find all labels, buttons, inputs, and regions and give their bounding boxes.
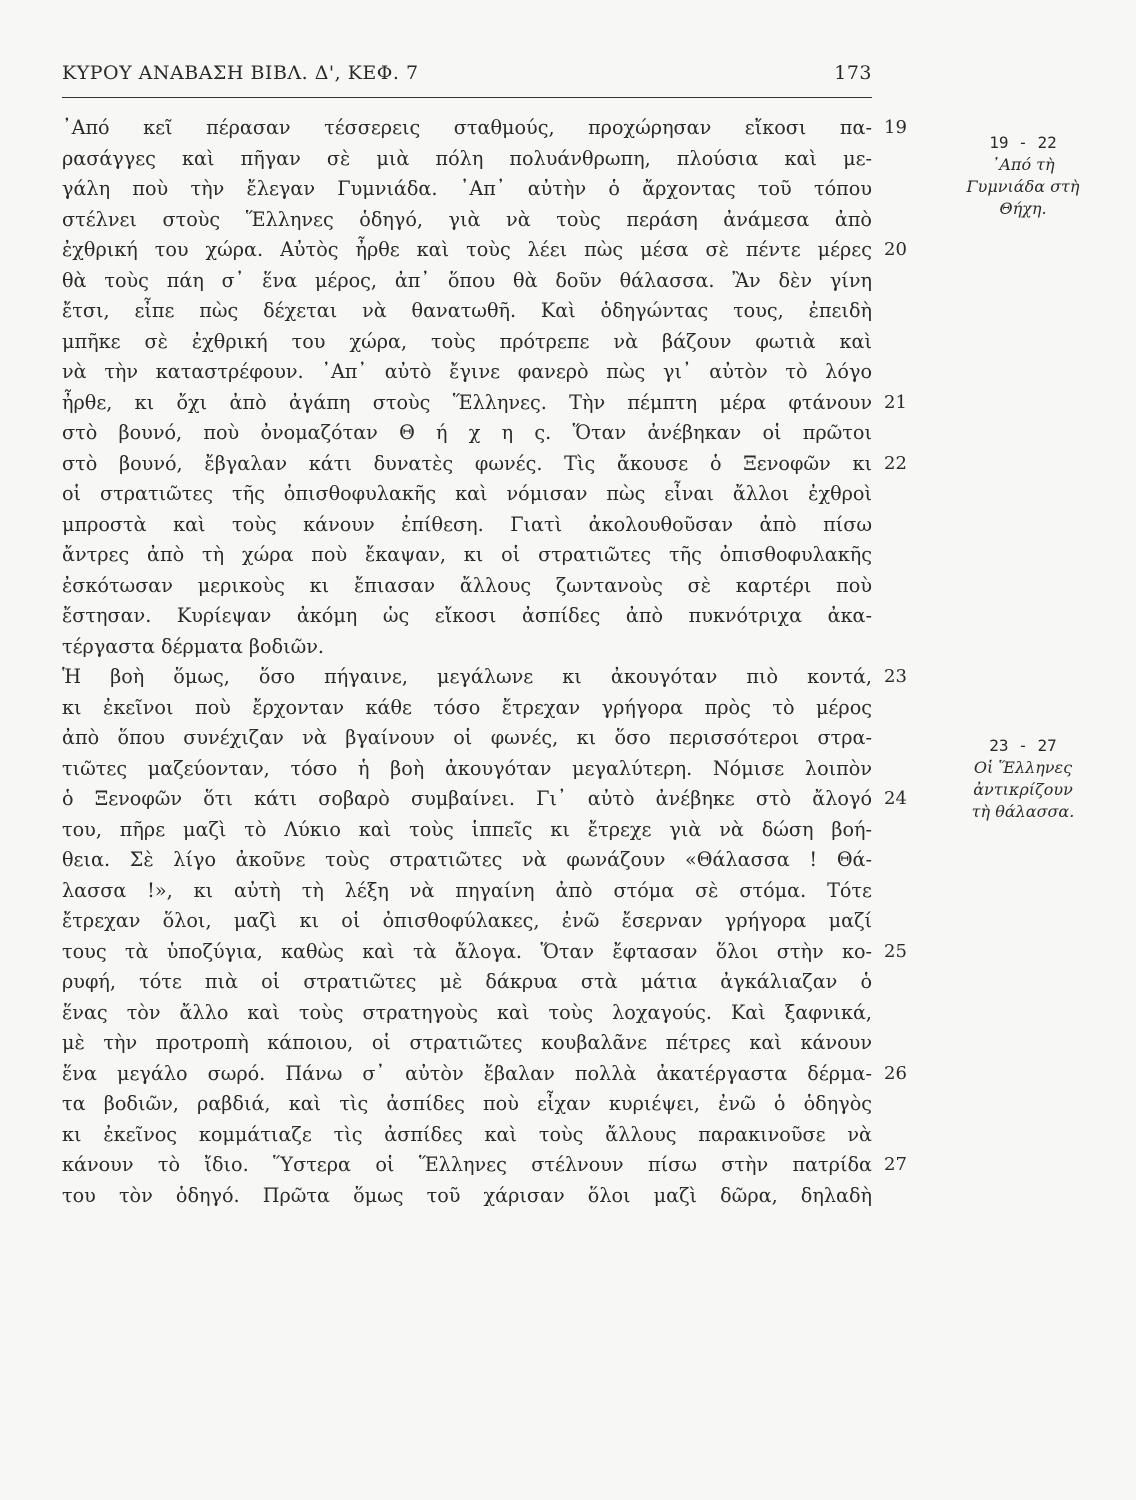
line-text: ἔτρεχαν ὅλοι, μαζὶ κι οἱ ὀπισθοφύλακες, ἐνῶ ἔσερναν γρήγορα μαζί [62,909,872,932]
section-number: 21 [884,391,907,413]
text-line [62,388,907,419]
line-text: στὸ βουνό, ἔβγαλαν κάτι δυνατὲς φωνές. Τὶς ἄκουσε ὁ Ξενοφῶν κι [62,451,872,475]
page-number: 173 [834,62,872,84]
running-title: ΚΥΡΟΥ ΑΝΑΒΑΣΗ ΒΙΒΛ. Δ', ΚΕΦ. 7 [62,62,419,84]
text-line [62,1028,872,1059]
line-text: ὁ Ξενοφῶν ὅτι κάτι σοβαρὸ συμβαίνει. Γι᾿ αὐτὸ ἀνέβηκε στὸ ἄλογό [62,787,872,810]
section-number: 26 [884,1062,907,1084]
margin-note-caption-line: ἀντικρίζουν [973,780,1073,799]
section-number: 27 [884,1154,907,1175]
section-number: 23 [884,666,907,687]
main-text [62,113,907,1211]
margin-note-1 [928,132,1118,220]
line-text: κι ἐκεῖνοι ποὺ ἔρχονταν κάθε τόσο ἔτρεχαν γρήγορα πρὸς τὸ μέρος [62,695,872,719]
text-line [62,418,872,449]
line-text: ρασάγγες καὶ πῆγαν σὲ μιὰ πόλη πολυάνθρωπη, πλούσια καὶ με- [62,146,872,170]
text-line [62,449,907,480]
line-text: ἦρθε, κι ὄχι ἀπὸ ἀγάπη στοὺς Ἕλληνες. Τὴν πέμπτη μέρα φτάνουν [62,390,872,414]
text-line [62,845,872,876]
line-text: τα βοδιῶν, ραβδιά, καὶ τὶς ἀσπίδες ποὺ εἶχαν κυριέψει, ἐνῶ ὁ ὁδηγὸς [62,1092,872,1115]
line-text: του, πῆρε μαζὶ τὸ Λύκιο καὶ τοὺς ἱππεῖς κι ἔτρεχε γιὰ νὰ δώση βοή- [62,817,872,841]
line-text: κι ἐκεῖνος κομμάτιαζε τὶς ἀσπίδες καὶ τοὺς ἄλλους παρακινοῦσε νὰ [62,1122,872,1146]
line-text: Ἡ βοὴ ὅμως, ὅσο πήγαινε, μεγάλωνε κι ἀκουγόταν πιὸ κοντά, [62,665,872,688]
margin-note-caption-line: Θήχη. [999,199,1047,218]
text-line [62,662,907,693]
line-text: ἀπὸ ὅπου συνέχιζαν νὰ βγαίνουν οἱ φωνές, κι ὅσο περισσότεροι στρα- [62,726,872,749]
margin-note-caption-line: τὴ θάλασσα. [971,802,1075,821]
text-line [62,357,872,388]
section-number: 22 [884,452,907,474]
line-text: τους τὰ ὑποζύγια, καθὼς καὶ τὰ ἄλογα. Ὅταν ἔφτασαν ὅλοι στὴν κο- [62,939,872,963]
margin-note-range: 19 - 22 [989,133,1057,152]
line-text: ἐσκότωσαν μερικοὺς κι ἔπιασαν ἄλλους ζωντανοὺς σὲ καρτέρι ποὺ [62,573,872,597]
line-text: στὸ βουνό, ποὺ ὀνομαζόταν Θ ή χ η ς. Ὅταν ἀνέβηκαν οἱ πρῶτοι [62,421,872,444]
line-text: λασσα !», κι αὐτὴ τὴ λέξη νὰ πηγαίνη ἀπὸ στόμα σὲ στόμα. Τότε [62,878,872,902]
margin-note-caption-line: ᾿Από τὴ [991,155,1055,174]
text-line [62,1120,872,1151]
section-number: 19 [884,117,907,138]
text-line [62,1181,872,1212]
text-line [62,479,872,510]
text-line [62,205,872,236]
margin-note-2 [928,735,1118,823]
line-text: μὲ τὴν προτροπὴ κάποιου, οἱ στρατιῶτες κουβαλᾶνε πέτρες καὶ κάνουν [62,1031,872,1054]
text-line [62,327,872,358]
text-line [62,540,872,571]
margin-note-caption-line: Οἱ Ἕλληνες [973,758,1073,777]
line-text: ᾿Από κεῖ πέρασαν τέσσερεις σταθμούς, προχώρησαν εἴκοσι πα- [62,116,872,139]
section-number: 24 [884,788,907,809]
text-line [62,784,907,815]
line-text: τέργαστα δέρματα βοδιῶν. [62,634,325,658]
line-text: ἐχθρική του χώρα. Αὐτὸς ἦρθε καὶ τοὺς λέει πὼς μέσα σὲ πέντε μέρες [62,238,872,261]
line-text: ἔστησαν. Κυρίεψαν ἀκόμη ὡς εἴκοσι ἀσπίδες ἀπὸ πυκνότριχα ἀκα- [62,604,872,627]
text-line [62,1089,872,1120]
text-line [62,693,872,724]
line-text: ἄντρες ἀπὸ τὴ χώρα ποὺ ἔκαψαν, κι οἱ στρατιῶτες τῆς ὀπισθοφυλακῆς [62,543,872,566]
text-line [62,601,872,632]
line-text: κάνουν τὸ ἴδιο. Ὕστερα οἱ Ἕλληνες στέλνουν πίσω στὴν πατρίδα [62,1153,872,1176]
text-line [62,510,872,541]
section-number: 25 [884,940,907,962]
text-line [62,815,872,846]
text-line [62,967,872,998]
line-text: θεια. Σὲ λίγο ἀκοῦνε τοὺς στρατιῶτες νὰ φωνάζουν «Θάλασσα ! Θά- [62,848,872,871]
text-line [62,296,872,327]
line-text: στέλνει στοὺς Ἕλληνες ὁδηγό, γιὰ νὰ τοὺς περάση ἀνάμεσα ἀπὸ [62,207,872,231]
line-text: τιῶτες μαζεύονταν, τόσο ἡ βοὴ ἀκουγόταν μεγαλύτερη. Νόμισε λοιπὸν [62,756,872,780]
text-line [62,906,872,937]
line-text: ἕνας τὸν ἄλλο καὶ τοὺς στρατηγοὺς καὶ τοὺς λοχαγούς. Καὶ ξαφνικά, [62,1000,872,1024]
line-text: ἕνα μεγάλο σωρό. Πάνω σ᾿ αὐτὸν ἔβαλαν πολλὰ ἀκατέργαστα δέρμα- [62,1061,872,1085]
line-text: θὰ τοὺς πάη σ᾿ ἕνα μέρος, ἀπ᾿ ὅπου θὰ δοῦν θάλασσα. Ἂν δὲν γίνη [62,268,872,292]
text-line [62,998,872,1029]
text-line [62,937,907,968]
margin-note-range: 23 - 27 [989,736,1057,755]
line-text: μπροστὰ καὶ τοὺς κάνουν ἐπίθεση. Γιατὶ ἀκολουθοῦσαν ἀπὸ πίσω [62,512,872,536]
text-line [62,235,907,266]
text-line [62,144,872,175]
text-line [62,754,872,785]
text-line [62,113,907,144]
section-number: 20 [884,239,907,260]
text-line [62,174,872,205]
line-text: οἱ στρατιῶτες τῆς ὀπισθοφυλακῆς καὶ νόμισαν πὼς εἶναι ἄλλοι ἐχθροὶ [62,482,872,505]
text-line [62,1150,907,1181]
header-rule [62,97,872,98]
line-text: γάλη ποὺ τὴν ἔλεγαν Γυμνιάδα. ᾿Απ᾿ αὐτὴν ὁ ἄρχοντας τοῦ τόπου [62,177,872,200]
line-text: του τὸν ὁδηγό. Πρῶτα ὅμως τοῦ χάρισαν ὅλοι μαζὶ δῶρα, δηλαδὴ [62,1183,872,1207]
line-text: ἔτσι, εἶπε πὼς δέχεται νὰ θανατωθῆ. Καὶ ὁδηγώντας τους, ἐπειδὴ [62,299,872,322]
text-line [62,571,872,602]
line-text: μπῆκε σὲ ἐχθρική του χώρα, τοὺς πρότρεπε νὰ βάζουν φωτιὰ καὶ [62,329,872,353]
text-line [62,876,872,907]
text-line [62,266,872,297]
text-line [62,723,872,754]
text-line [62,1059,907,1090]
margin-note-caption-line: Γυμνιάδα στὴ [966,177,1080,196]
line-text: ρυφή, τότε πιὰ οἱ στρατιῶτες μὲ δάκρυα στὰ μάτια ἀγκάλιαζαν ὁ [62,970,872,993]
line-text: νὰ τὴν καταστρέφουν. ᾿Απ᾿ αὐτὸ ἔγινε φανερὸ πὼς γι᾿ αὐτὸν τὸ λόγο [62,360,872,383]
text-line [62,632,872,663]
